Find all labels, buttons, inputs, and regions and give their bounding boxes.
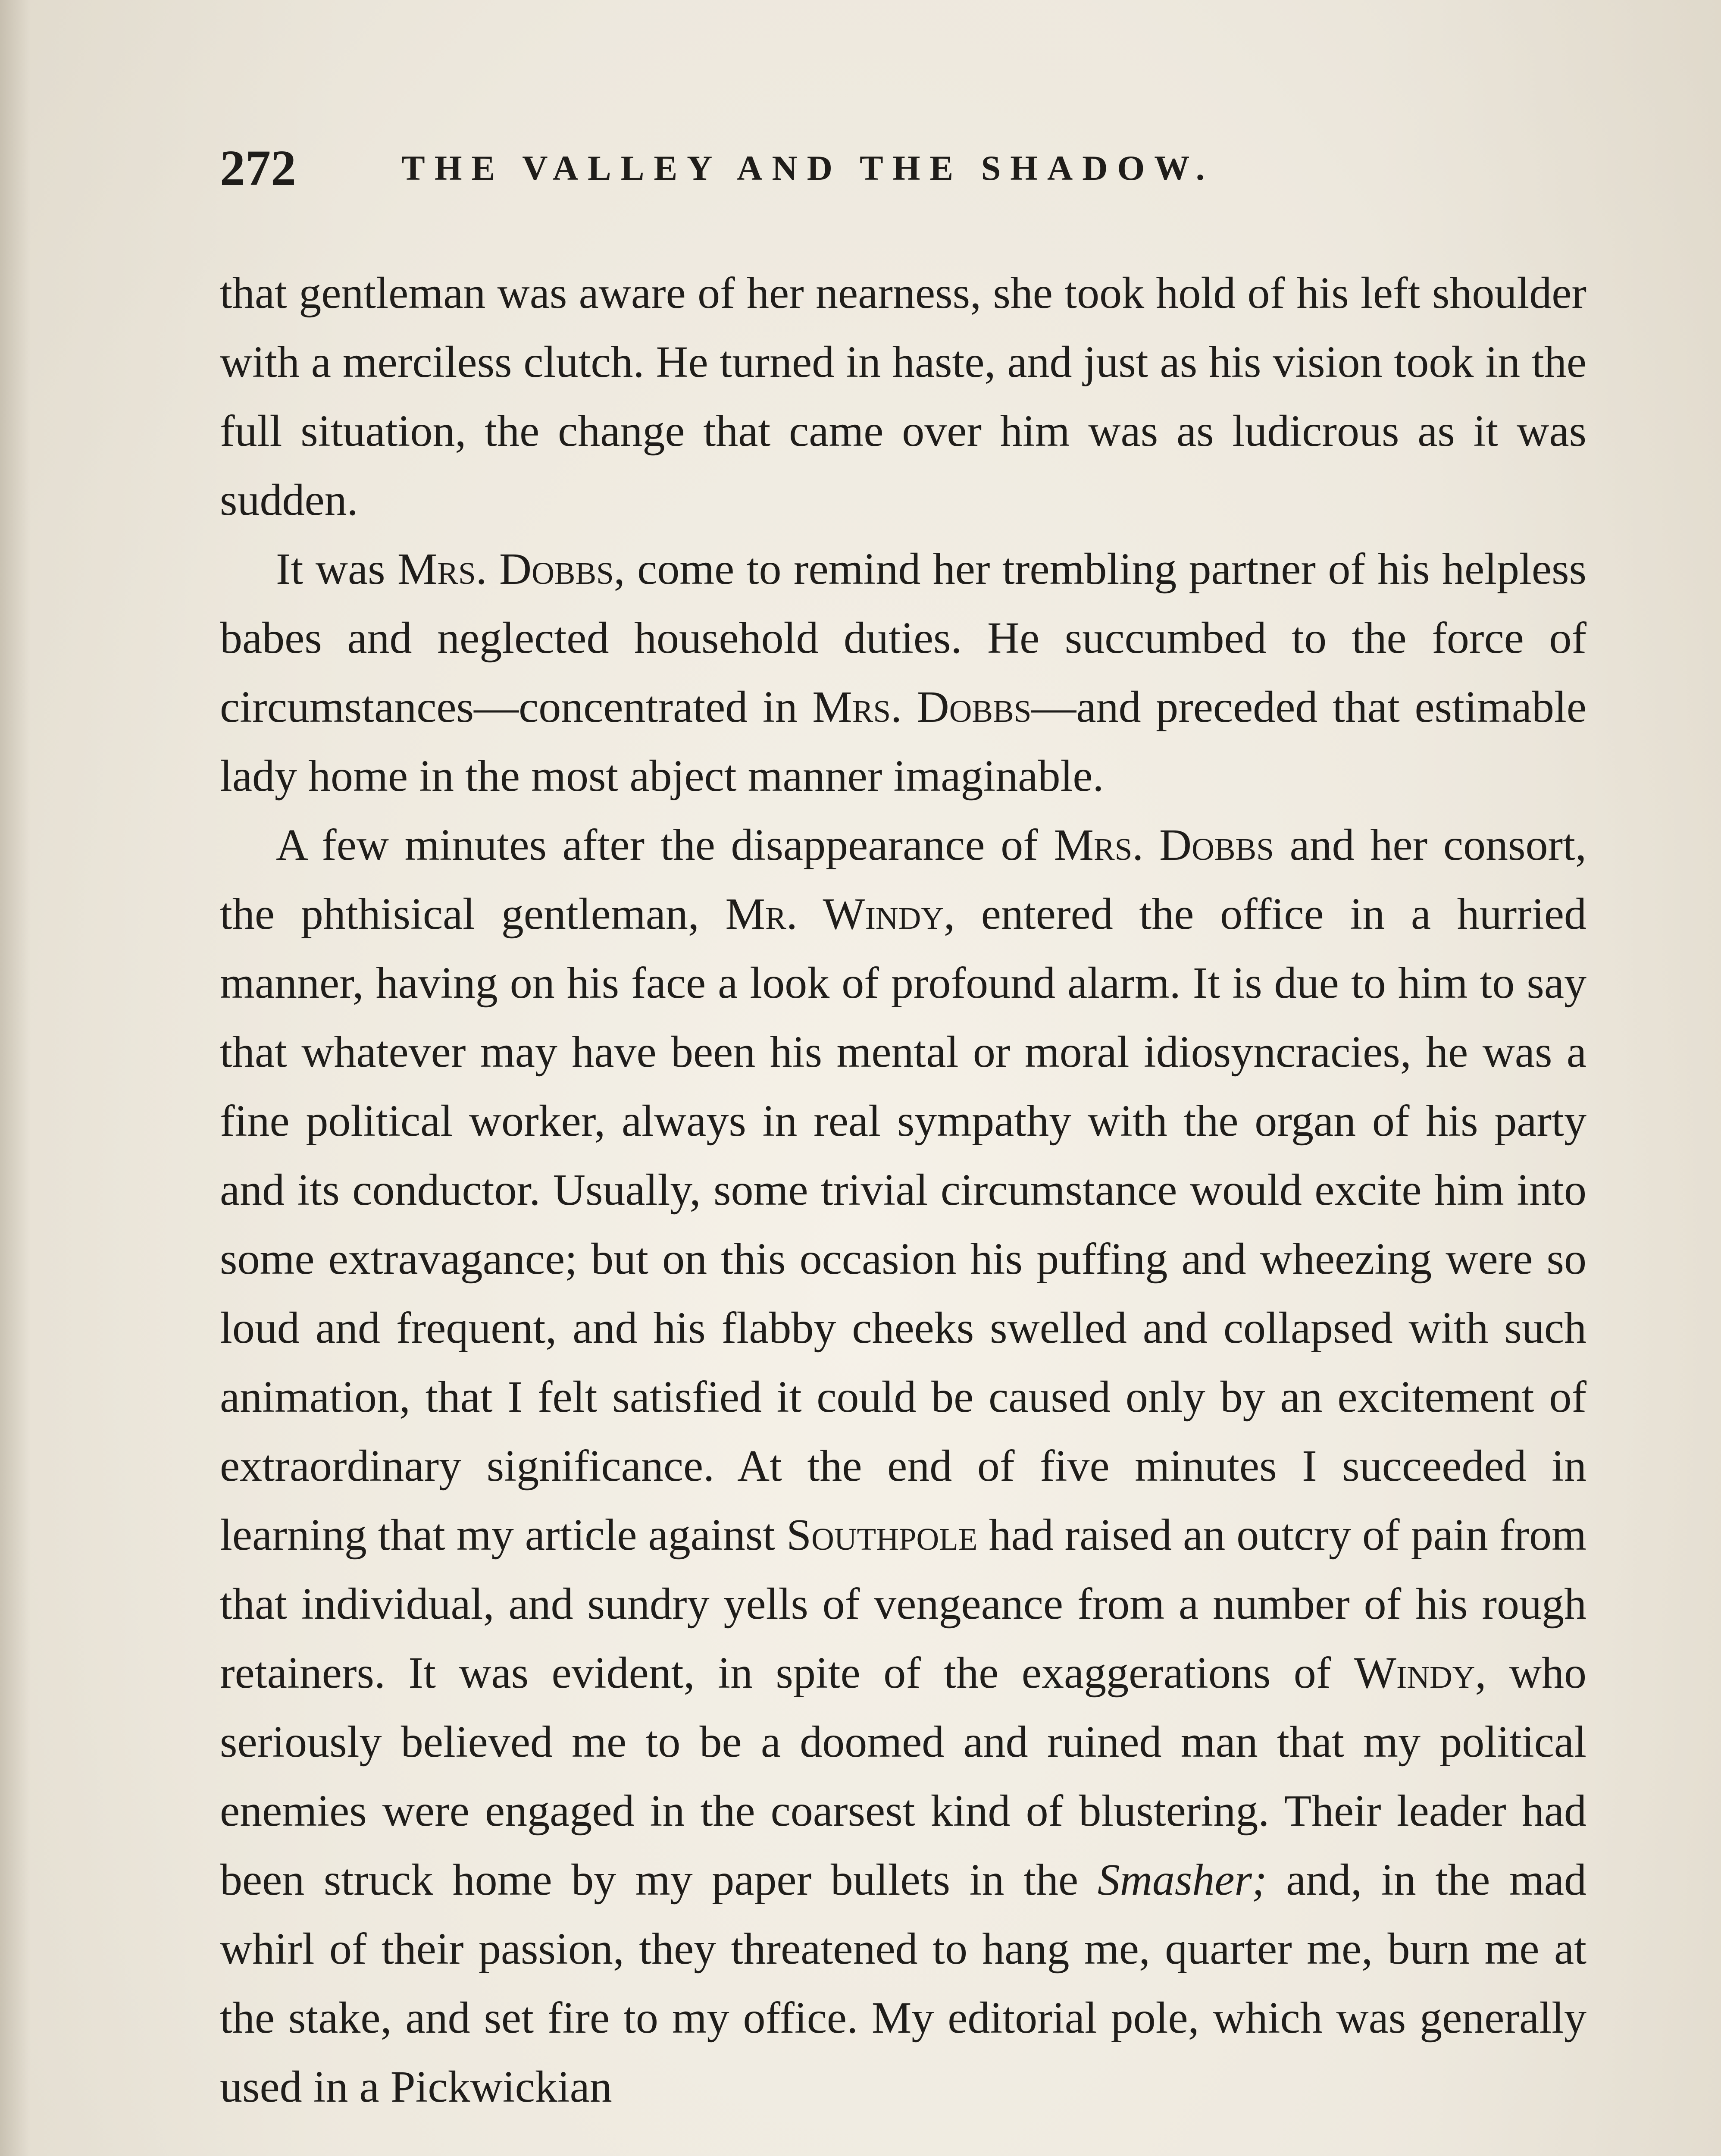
text-segment: It was [276, 544, 397, 594]
page-number: 272 [220, 140, 296, 197]
name-small-caps: Mrs. Dobbs [1054, 820, 1274, 870]
text-segment: and her consort, the phthisical gentleman, [220, 820, 1586, 939]
text-segment: and, in the mad whirl of their passion, they threatened to hang me, quarter me, burn me at the stake, and set fire to my office. My editorial pole, which was generally used in a Pickwickian [220, 1855, 1586, 2112]
name-small-caps: Windy [1354, 1648, 1475, 1698]
paragraph [220, 259, 1586, 535]
paragraph [220, 811, 1586, 2122]
name-small-caps: Mrs. Dobbs [397, 544, 614, 594]
text-segment: , who seriously believed me to be a doomed and ruined man that my political enemies were engaged in the coarsest kind of blustering. Their leader had been struck home by my paper bullets in the [220, 1648, 1587, 1905]
text-segment: that gentleman was aware of her nearness, she took hold of his left shoulder with a merciless clutch. He turned in haste, and just as his vision took in the full situation, the change that came over him was as ludicrous as it was sudden. [220, 268, 1586, 525]
name-small-caps: Southpole [786, 1510, 978, 1560]
text-segment: , entered the office in a hurried manner, having on his face a look of profound alarm. It is due to him to say that whatever may have been his mental or moral idiosyncracies, he was a fine political worker, always in real sympathy with the organ of his party and its conductor. Usually, some trivial circumstance would excite him into some extravagance; but on this occasion his puffing and wheezing were so loud and frequent, and his flabby cheeks swelled and collapsed with such animation, that I felt satisfied it could be caused only by an excitement of extraordinary significance. At the end of five minutes I succeeded in learning that my article against [220, 889, 1586, 1560]
page-edge-shadow [0, 0, 30, 2156]
text-segment: , come to remind her trembling partner of his helpless babes and neglected household duties. He succumbed to the force of circumstances—concentrated in [220, 544, 1587, 732]
paragraph [220, 535, 1586, 811]
text-segment: —and preceded that estimable lady home in the most abject manner imaginable. [220, 682, 1586, 801]
running-header [220, 138, 1591, 198]
italic-title: Smasher; [1097, 1855, 1267, 1905]
name-small-caps: Mrs. Dobbs [812, 682, 1032, 732]
body-text [220, 259, 1586, 2122]
text-segment: A few minutes after the disappearance of [276, 820, 1054, 870]
running-title: THE VALLEY AND THE SHADOW. [401, 148, 1214, 188]
text-segment: had raised an outcry of pain from that individual, and sundry yells of vengeance from a number of his rough retainers. It was evident, in spite of the exaggerations of [220, 1510, 1586, 1698]
name-small-caps: Mr. Windy [725, 889, 944, 939]
